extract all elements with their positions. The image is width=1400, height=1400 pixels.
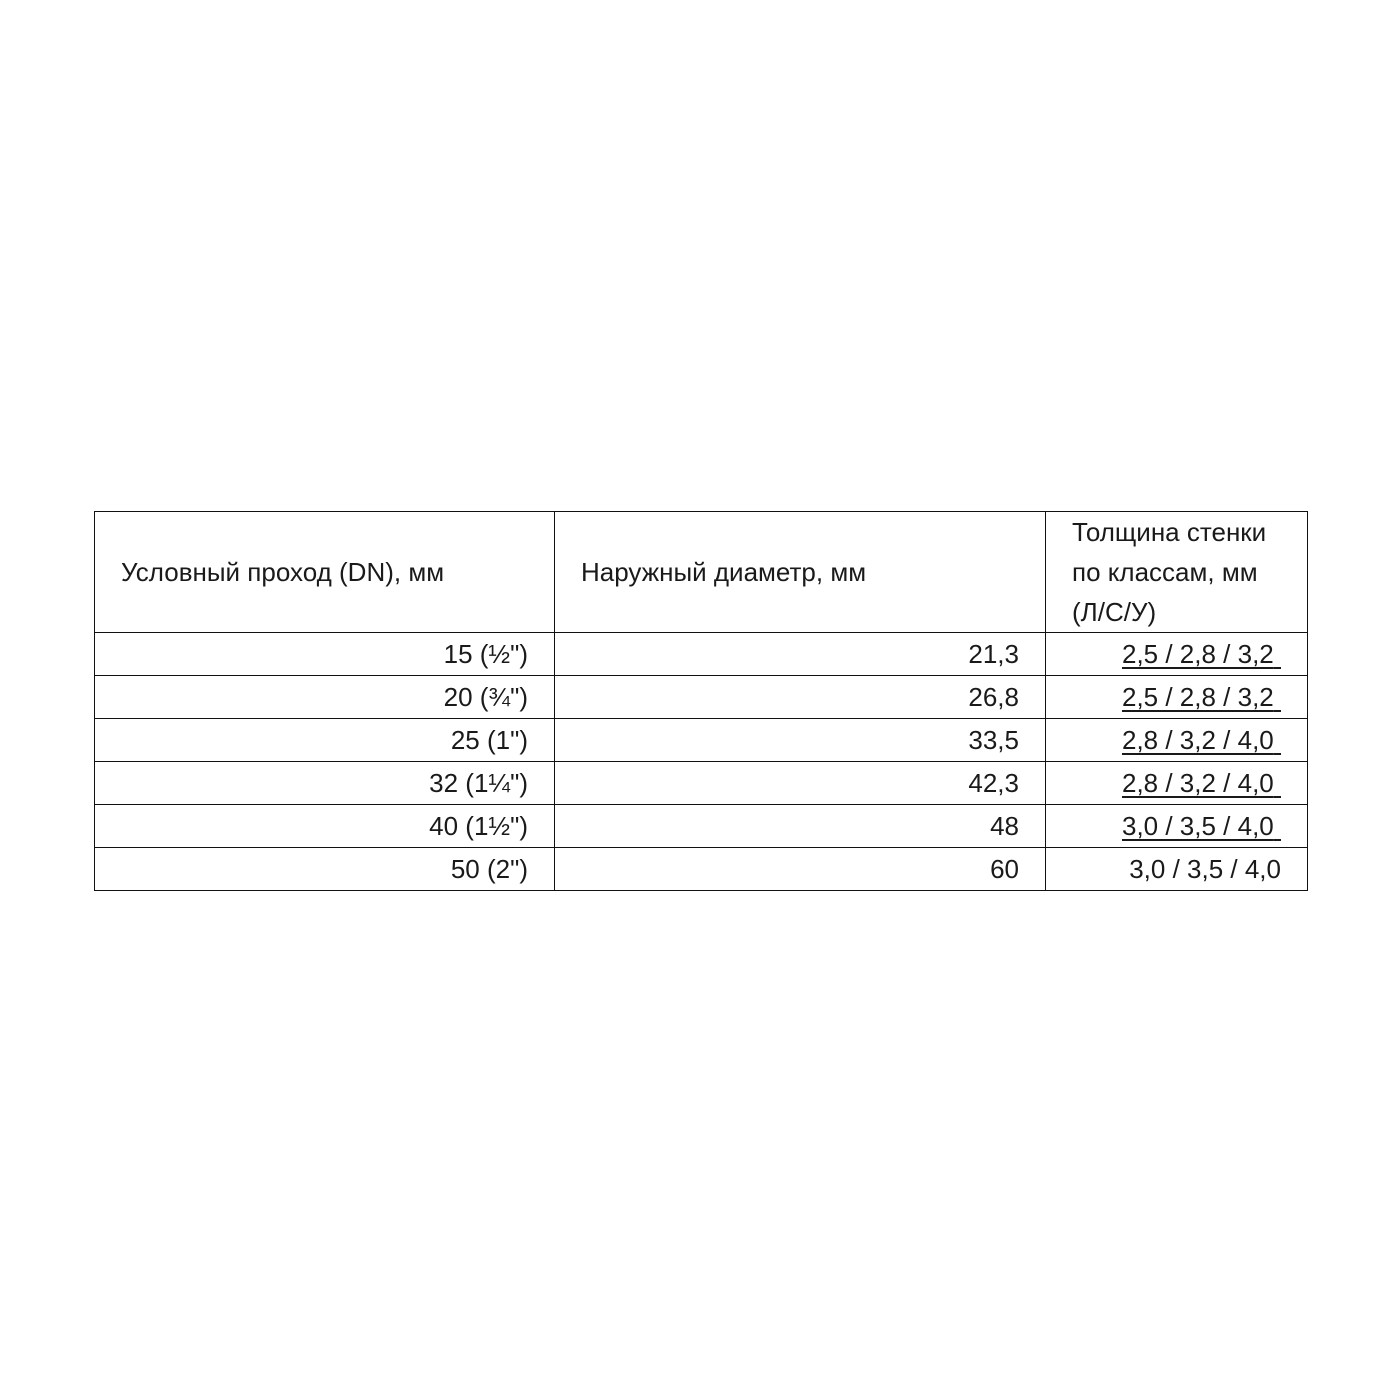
cell-outer-diameter: 26,8 [555, 676, 1046, 719]
cell-outer-diameter: 48 [555, 805, 1046, 848]
cell-outer-diameter: 60 [555, 848, 1046, 891]
table-row [95, 848, 1308, 891]
table-row [95, 719, 1308, 762]
header-wall-thickness [1046, 512, 1308, 633]
table-header-row [95, 512, 1308, 633]
table-row [95, 805, 1308, 848]
cell-wall-thickness [1046, 805, 1308, 848]
wall-thickness-value: 2,8 / 3,2 / 4,0 [1121, 725, 1274, 755]
wall-thickness-value: 3,0 / 3,5 / 4,0 [1129, 854, 1281, 884]
pipe-dimensions-table [94, 511, 1308, 891]
cell-dn: 50 (2") [95, 848, 555, 891]
cell-outer-diameter: 21,3 [555, 633, 1046, 676]
cell-wall-thickness [1046, 762, 1308, 805]
wall-thickness-value: 2,5 / 2,8 / 3,2 [1121, 639, 1274, 669]
cell-dn: 32 (1¼") [95, 762, 555, 805]
header-wall-thickness-line1: Толщина стенки [1072, 517, 1267, 547]
header-wall-thickness-line3: (Л/С/У) [1072, 597, 1157, 627]
cell-dn: 20 (¾") [95, 676, 555, 719]
wall-thickness-value: 2,8 / 3,2 / 4,0 [1121, 768, 1274, 798]
cell-wall-thickness [1046, 719, 1308, 762]
cell-dn: 15 (½") [95, 633, 555, 676]
cell-outer-diameter: 33,5 [555, 719, 1046, 762]
wall-thickness-value: 3,0 / 3,5 / 4,0 [1121, 811, 1274, 841]
table-row [95, 633, 1308, 676]
cell-outer-diameter: 42,3 [555, 762, 1046, 805]
header-dn: Условный проход (DN), мм [95, 512, 555, 633]
header-outer-diameter: Наружный диаметр, мм [555, 512, 1046, 633]
table-row [95, 676, 1308, 719]
cell-wall-thickness [1046, 633, 1308, 676]
table-row [95, 762, 1308, 805]
cell-wall-thickness [1046, 848, 1308, 891]
header-wall-thickness-line2: по классам, мм [1072, 557, 1258, 587]
cell-wall-thickness [1046, 676, 1308, 719]
cell-dn: 40 (1½") [95, 805, 555, 848]
cell-dn: 25 (1") [95, 719, 555, 762]
wall-thickness-value: 2,5 / 2,8 / 3,2 [1121, 682, 1274, 712]
